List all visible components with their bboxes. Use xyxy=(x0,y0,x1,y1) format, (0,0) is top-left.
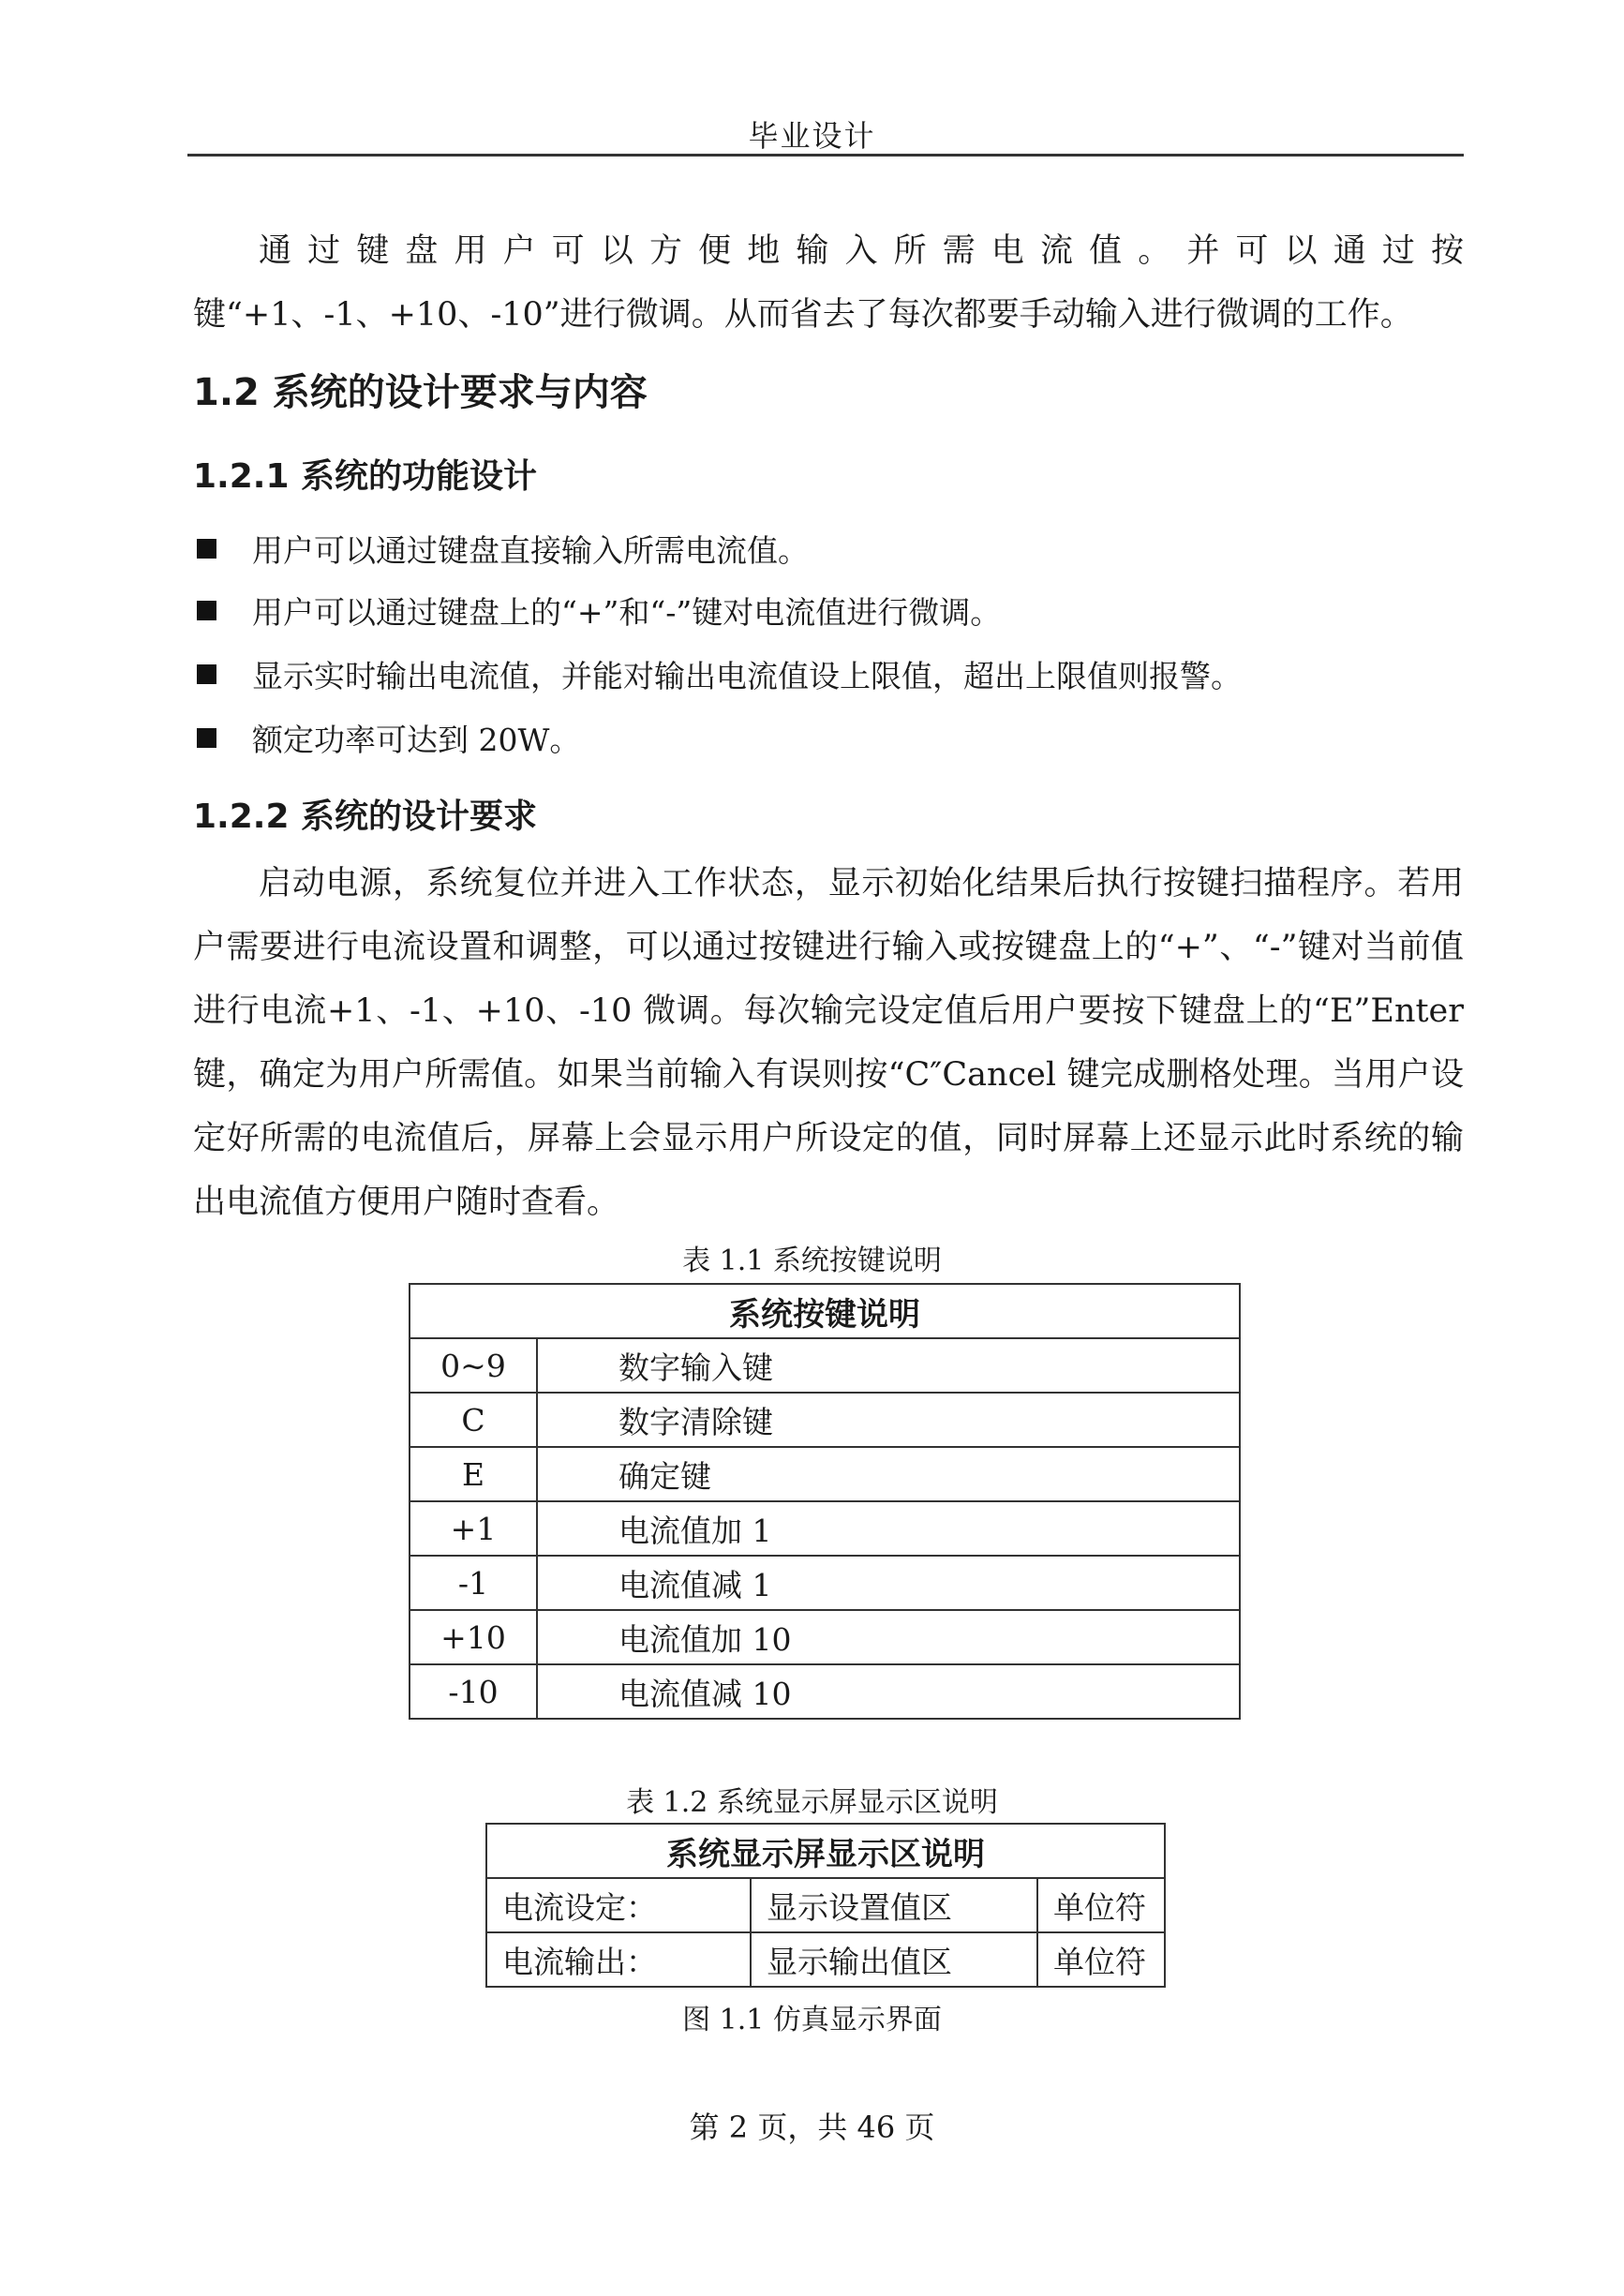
area-cell: 显示输出值区 xyxy=(751,1932,1037,1987)
bullet-item xyxy=(197,527,809,571)
bullet-text: 额定功率可达到 20W。 xyxy=(252,722,581,758)
table-row xyxy=(486,1932,1165,1987)
area-cell: 显示设置值区 xyxy=(751,1878,1037,1932)
desc-cell: 电流值减 1 xyxy=(537,1556,1240,1610)
table-row xyxy=(410,1664,1240,1719)
desc-cell: 电流值加 10 xyxy=(537,1610,1240,1664)
square-bullet-icon xyxy=(197,601,216,620)
table-row xyxy=(410,1338,1240,1393)
table-header: 系统按键说明 xyxy=(410,1284,1240,1338)
key-cell: E xyxy=(410,1447,537,1501)
bullet-item xyxy=(197,652,1242,696)
label-cell: 电流设定： xyxy=(486,1878,751,1932)
page-footer: 第 2 页，共 46 页 xyxy=(689,2110,935,2145)
desc-cell: 确定键 xyxy=(537,1447,1240,1501)
bullet-text: 用户可以通过键盘上的“+”和“-”键对电流值进行微调。 xyxy=(252,594,1002,631)
desc-cell: 数字输入键 xyxy=(537,1338,1240,1393)
display-area-table xyxy=(485,1823,1166,1988)
bullet-item xyxy=(197,589,1001,633)
intro-paragraph: 通过键盘用户可以方便地输入所需电流值。并可以通过按键“+1、-1、+10、-10”进行微调。从而省去了每次都要手动输入进行微调的工作。 xyxy=(193,232,1464,334)
key-cell: +1 xyxy=(410,1501,537,1556)
unit-cell: 单位符 xyxy=(1037,1878,1165,1932)
table-row xyxy=(410,1556,1240,1610)
table-header: 系统显示屏显示区说明 xyxy=(486,1824,1165,1878)
table-header-row xyxy=(486,1824,1165,1878)
table-row xyxy=(486,1878,1165,1932)
bullet-item xyxy=(197,716,580,760)
design-requirements-paragraph: 启动电源，系统复位并进入工作状态，显示初始化结果后执行按键扫描程序。若用户需要进行电流设置和调整，可以通过按键进行输入或按键盘上的“+”、“-”键对当前值进行电流+1、-1、+10、-10 微调。每次输完设定值后用户要按下键盘上的“E”Enter 键，确定为用户所需值。如果当前输入有误则按“C″Cancel 键完成删格处理。当用户设定好所需的电流值后，屏幕上会显示用户所设定的值，同时屏幕上还显示此时系统的输出电流值方便用户随时查看。 xyxy=(193,865,1464,1221)
key-cell: -1 xyxy=(410,1556,537,1610)
section-heading-1-2-1: 1.2.1 系统的功能设计 xyxy=(193,457,538,496)
key-cell: 0~9 xyxy=(410,1338,537,1393)
table-row xyxy=(410,1610,1240,1664)
square-bullet-icon xyxy=(197,728,216,748)
bullet-text: 显示实时输出电流值，并能对输出电流值设上限值，超出上限值则报警。 xyxy=(252,658,1242,694)
table-row xyxy=(410,1393,1240,1447)
key-cell: +10 xyxy=(410,1610,537,1664)
key-cell: C xyxy=(410,1393,537,1447)
square-bullet-icon xyxy=(197,664,216,684)
running-header: 毕业设计 xyxy=(748,118,876,154)
table-row xyxy=(410,1447,1240,1501)
desc-cell: 数字清除键 xyxy=(537,1393,1240,1447)
table-row xyxy=(410,1501,1240,1556)
label-cell: 电流输出： xyxy=(486,1932,751,1987)
desc-cell: 电流值加 1 xyxy=(537,1501,1240,1556)
section-heading-1-2: 1.2 系统的设计要求与内容 xyxy=(193,371,648,414)
key-cell: -10 xyxy=(410,1664,537,1719)
header-rule xyxy=(187,154,1464,157)
figure-caption: 图 1.1 仿真显示界面 xyxy=(682,2004,942,2036)
unit-cell: 单位符 xyxy=(1037,1932,1165,1987)
desc-cell: 电流值减 10 xyxy=(537,1664,1240,1719)
table-1-caption: 表 1.1 系统按键说明 xyxy=(682,1245,942,1277)
table-header-row xyxy=(410,1284,1240,1338)
bullet-text: 用户可以通过键盘直接输入所需电流值。 xyxy=(252,532,809,569)
square-bullet-icon xyxy=(197,539,216,559)
section-heading-1-2-2: 1.2.2 系统的设计要求 xyxy=(193,798,538,836)
key-description-table xyxy=(409,1283,1241,1720)
table-2-caption: 表 1.2 系统显示屏显示区说明 xyxy=(626,1786,998,1819)
